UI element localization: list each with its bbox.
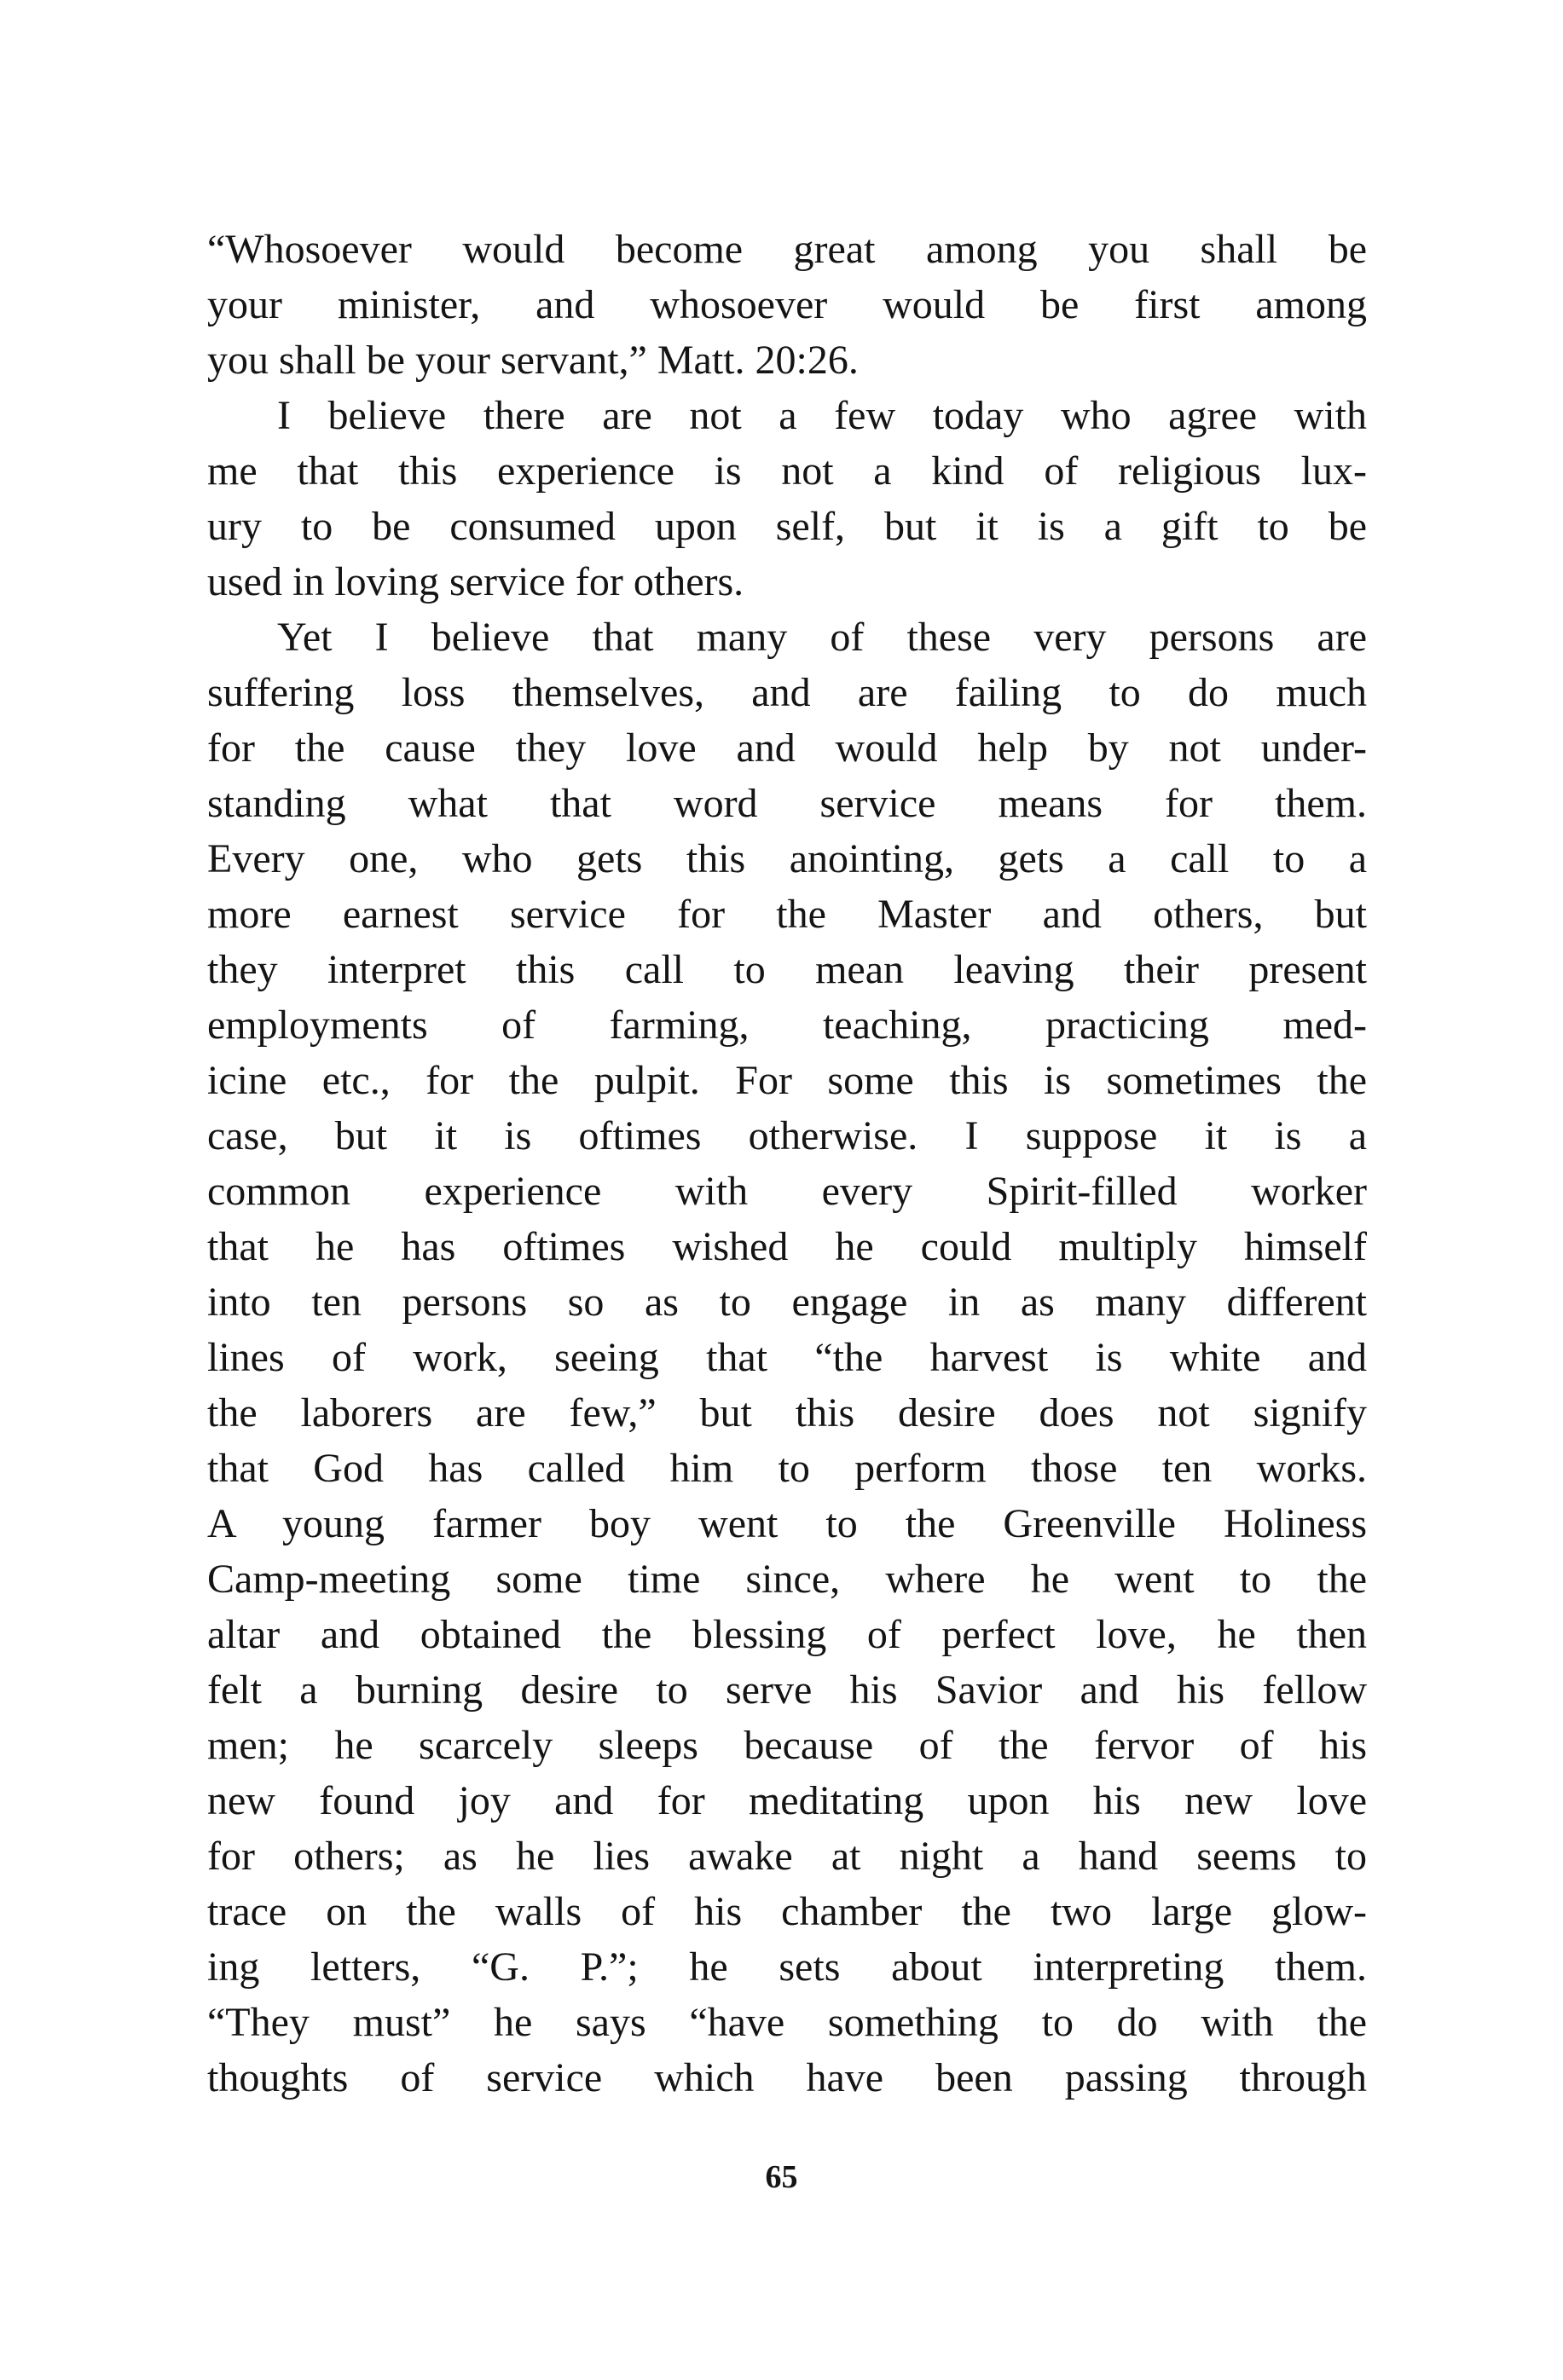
text-line: for others; as he lies awake at night a hand seems to: [207, 1834, 1367, 1879]
text-line: felt a burning desire to serve his Savior and his fellow: [207, 1667, 1367, 1713]
text-line: into ten persons so as to engage in as many different: [207, 1280, 1367, 1325]
text-line: ing letters, “G. P.”; he sets about interpreting them.: [207, 1944, 1367, 1990]
text-line: that he has oftimes wished he could multiply himself: [207, 1224, 1367, 1269]
text-line: employments of farming, teaching, practicing med-: [207, 1002, 1367, 1048]
text-line: suffering loss themselves, and are failing to do much: [207, 670, 1367, 715]
text-line: A young farmer boy went to the Greenville Holiness: [207, 1501, 1367, 1546]
text-line: lines of work, seeing that “the harvest is white and: [207, 1335, 1367, 1380]
page-number: 65: [765, 2159, 798, 2195]
text-line: Camp-meeting some time since, where he went to the: [207, 1557, 1367, 1602]
text-line: “They must” he says “have something to do with the: [207, 2000, 1367, 2045]
text-line: “Whosoever would become great among you shall be: [207, 227, 1367, 272]
text-line: men; he scarcely sleeps because of the fervor of his: [207, 1723, 1367, 1768]
text-line: they interpret this call to mean leaving their present: [207, 947, 1367, 992]
text-line: the laborers are few,” but this desire does not signify: [207, 1390, 1367, 1436]
text-line: icine etc., for the pulpit. For some this is sometimes the: [207, 1058, 1367, 1103]
text-line: common experience with every Spirit-filled worker: [207, 1169, 1367, 1214]
text-line: more earnest service for the Master and others, but: [207, 892, 1367, 937]
text-line: I believe there are not a few today who agree with: [277, 393, 1367, 438]
text-line: thoughts of service which have been passing through: [207, 2055, 1367, 2100]
body-text: [207, 222, 1367, 2106]
text-line: altar and obtained the blessing of perfect love, he then: [207, 1612, 1367, 1657]
text-line: for the cause they love and would help by not under-: [207, 725, 1367, 771]
text-line: case, but it is oftimes otherwise. I suppose it is a: [207, 1113, 1367, 1158]
text-line: new found joy and for meditating upon his new love: [207, 1778, 1367, 1823]
text-line: Yet I believe that many of these very persons are: [277, 615, 1367, 660]
text-line: used in loving service for others.: [207, 559, 744, 604]
text-line: ury to be consumed upon self, but it is a gift to be: [207, 504, 1367, 549]
text-line: standing what that word service means for them.: [207, 781, 1367, 826]
text-line: that God has called him to perform those ten works.: [207, 1446, 1367, 1491]
text-line: Every one, who gets this anointing, gets a call to a: [207, 836, 1367, 881]
text-line: you shall be your servant,” Matt. 20:26.: [207, 338, 859, 383]
text-line: me that this experience is not a kind of religious lux-: [207, 448, 1367, 494]
text-line: trace on the walls of his chamber the two large glow-: [207, 1889, 1367, 1934]
text-line: your minister, and whosoever would be first among: [207, 282, 1367, 327]
